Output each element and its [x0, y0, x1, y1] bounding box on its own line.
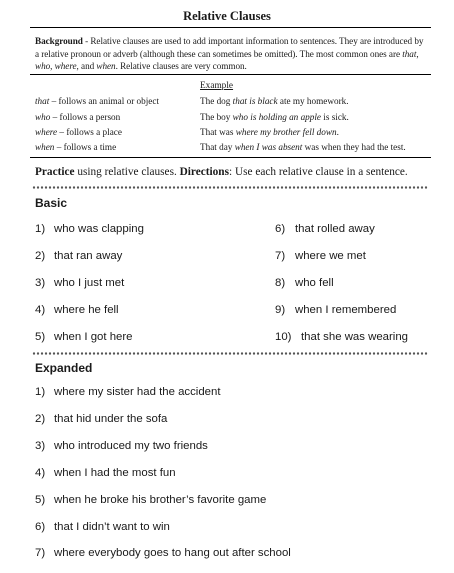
item-text: that I didn’t want to win [54, 521, 170, 533]
list-item [35, 494, 266, 506]
item-number: 7) [35, 547, 46, 559]
item-number: 6) [35, 521, 46, 533]
definition-desc: – follows a person [50, 112, 121, 122]
list-item [35, 223, 144, 235]
example-text: That day [200, 142, 235, 152]
background-paragraph: Background - Relative clauses are used to add important information to sentences. They are introduced by a relative pronoun or adverb (although these can sometimes be omitted). The most common ones are that, who, where, and when. Relative clauses are very common. [35, 36, 424, 71]
example-text: The boy [200, 112, 233, 122]
item-text: who introduced my two friends [54, 440, 208, 452]
example-clause: that is black [232, 96, 278, 106]
definition-when [35, 142, 116, 152]
list-item [275, 304, 396, 316]
item-number: 3) [35, 277, 46, 289]
dotted-divider [32, 352, 428, 355]
example-who [200, 112, 349, 122]
definition-desc: – follows a time [54, 142, 117, 152]
background-text-end: . Relative clauses are very common. [115, 61, 247, 71]
item-text: where everybody goes to hang out after school [54, 547, 291, 559]
example-clause: when I was absent [234, 142, 303, 152]
list-item [35, 467, 176, 479]
item-text: where he fell [54, 304, 119, 316]
practice-directions [35, 166, 408, 178]
definition-who [35, 112, 120, 122]
definition-where [35, 127, 122, 137]
practice-text: using relative clauses. [74, 166, 180, 178]
example-text: That was [200, 127, 236, 137]
practice-label: Practice [35, 166, 75, 178]
list-item [275, 223, 375, 235]
item-number: 9) [275, 304, 286, 316]
list-item [35, 250, 122, 262]
item-number: 3) [35, 440, 46, 452]
item-number: 7) [275, 250, 286, 262]
list-item [35, 521, 170, 533]
example-text: The dog [200, 96, 233, 106]
item-number: 2) [35, 413, 46, 425]
example-when [200, 142, 406, 152]
item-text: that hid under the sofa [54, 413, 168, 425]
definition-that [35, 96, 159, 106]
item-text: when I had the most fun [54, 467, 176, 479]
example-that [200, 96, 349, 106]
list-item [35, 413, 167, 425]
definition-desc: – follows an animal or object [49, 96, 160, 106]
item-text: when I got here [54, 331, 133, 343]
definitions-divider [30, 157, 431, 158]
item-text: who fell [295, 277, 334, 289]
definition-term: where [35, 127, 58, 137]
definition-term: who [35, 112, 51, 122]
item-text: that rolled away [295, 223, 375, 235]
example-text: ate my homework. [277, 96, 349, 106]
list-item [35, 547, 291, 559]
dotted-divider [32, 186, 428, 189]
item-number: 5) [35, 331, 46, 343]
keyword-when: when [96, 61, 116, 71]
example-clause: who is holding an apple [232, 112, 321, 122]
item-number: 4) [35, 467, 46, 479]
item-number: 1) [35, 223, 46, 235]
page-title: Relative Clauses [183, 9, 271, 23]
example-where [200, 127, 339, 137]
definition-term: when [35, 142, 55, 152]
item-number: 2) [35, 250, 46, 262]
item-text: that ran away [54, 250, 123, 262]
item-number: 6) [275, 223, 286, 235]
example-clause: where my brother fell down [235, 127, 337, 137]
item-text: who I just met [54, 277, 125, 289]
keyword-that: that [402, 48, 417, 59]
definition-term: that [35, 96, 50, 106]
item-text: where we met [295, 250, 366, 262]
list-item [35, 440, 208, 452]
item-number: 10) [275, 331, 292, 343]
basic-heading: Basic [35, 196, 68, 210]
list-item [35, 386, 221, 398]
keyword-where: where [54, 61, 77, 71]
keyword-who: who [35, 61, 51, 71]
list-item [275, 250, 366, 262]
example-column-header: Example [200, 81, 234, 91]
item-number: 1) [35, 386, 46, 398]
background-divider [30, 74, 431, 75]
example-text: is sick. [320, 112, 349, 122]
item-number: 4) [35, 304, 46, 316]
example-text: . [336, 127, 339, 137]
list-item [275, 331, 408, 343]
title-divider [30, 27, 431, 28]
expanded-heading: Expanded [35, 361, 93, 375]
directions-label: Directions [179, 166, 229, 178]
item-text: when I remembered [295, 304, 397, 316]
example-text: was when they had the test. [302, 142, 406, 152]
definition-desc: – follows a place [57, 127, 122, 137]
item-text: where my sister had the accident [54, 386, 221, 398]
list-item [35, 277, 124, 289]
directions-text: : Use each relative clause in a sentence. [228, 166, 408, 178]
item-text: that she was wearing [301, 331, 409, 343]
item-text: when he broke his brother’s favorite game [54, 494, 267, 506]
list-item [35, 331, 133, 343]
background-label: Background [35, 36, 83, 46]
list-item [35, 304, 119, 316]
list-item [275, 277, 334, 289]
item-number: 5) [35, 494, 46, 506]
background-text: - Relative clauses are used to add important information to sentences. They are introduced by a relative pronoun or adverb (although these can sometimes be omitted). The most common ones are [35, 36, 424, 59]
item-text: who was clapping [54, 223, 144, 235]
item-number: 8) [275, 277, 286, 289]
